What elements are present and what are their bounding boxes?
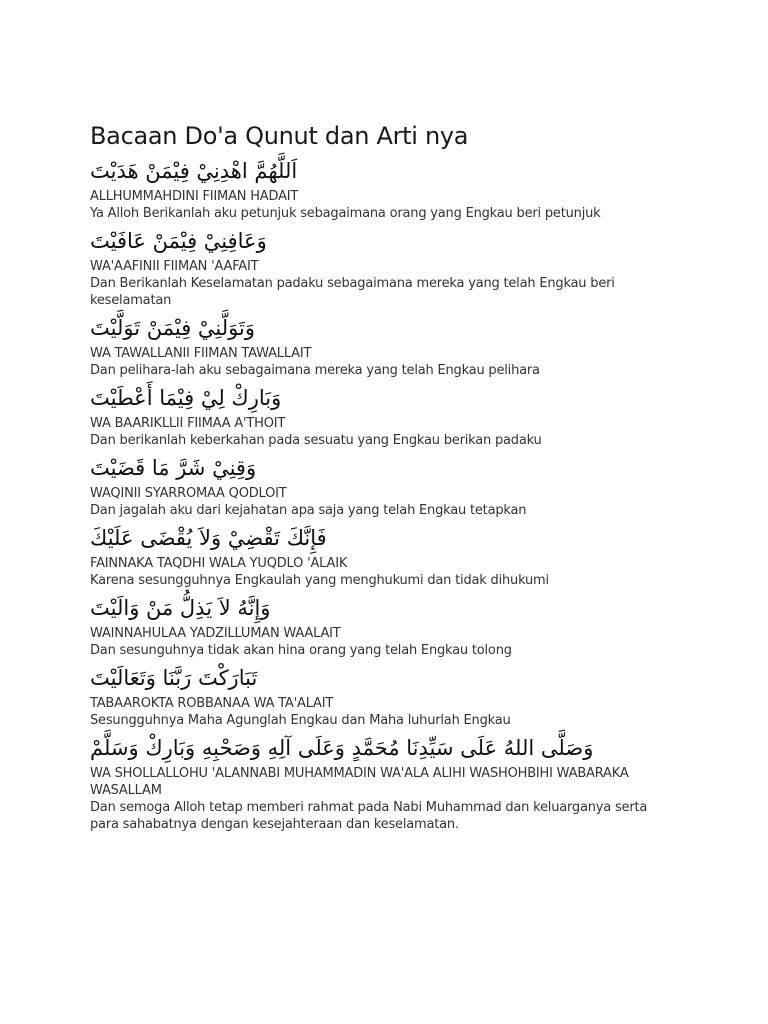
transliteration-text: ALLHUMMAHDINI FIIMAN HADAIT [90, 189, 299, 204]
arabic-text: وَتَوَلَّنِيْ فِيْمَنْ تَوَلَّيْتَ [90, 316, 255, 340]
verse-4 [90, 381, 650, 449]
document-title: Bacaan Do'a Qunut dan Arti nya [90, 122, 469, 150]
transliteration-text: WAQINII SYARROMAA QODLOIT [90, 486, 287, 501]
transliteration-text: WA SHOLLALLOHU 'ALANNABI MUHAMMADIN WA'ALA ALIHI WASHOHBIHI WABARAKA WASALLAM [90, 766, 629, 798]
transliteration-text: WA BAARIKLLII FIIMAA A'THOIT [90, 416, 286, 431]
verse-3 [90, 311, 650, 379]
verse-6 [90, 521, 650, 589]
document-page [90, 118, 650, 833]
transliteration-text: WAINNAHULAA YADZILLUMAN WAALAIT [90, 626, 341, 641]
meaning-text: Dan jagalah aku dari kejahatan apa saja yang telah Engkau tetapkan [90, 503, 527, 518]
arabic-text: وَقِنِيْ شَرَّ مَا قَضَيْتَ [90, 456, 257, 480]
meaning-text: Karena sesungguhnya Engkaulah yang menghukumi dan tidak dihukumi [90, 573, 549, 588]
transliteration-text: FAINNAKA TAQDHI WALA YUQDLO 'ALAIK [90, 556, 348, 571]
arabic-text: اَللَّهُمَّ اهْدِنِيْ فِيْمَنْ هَدَيْتَ [90, 159, 298, 183]
transliteration-text: WA'AAFINII FIIMAN 'AAFAIT [90, 259, 259, 274]
verse-7 [90, 591, 650, 659]
arabic-text: وَبَارِكْ لِيْ فِيْمَا أَعْطَيْتَ [90, 386, 282, 410]
meaning-text: Dan pelihara-lah aku sebagaimana mereka yang telah Engkau pelihara [90, 363, 540, 378]
meaning-text: Dan semoga Alloh tetap memberi rahmat pada Nabi Muhammad dan keluarganya serta para sahabatnya dengan kesejahteraan dan keselamatan. [90, 800, 648, 832]
meaning-text: Ya Alloh Berikanlah aku petunjuk sebagaimana orang yang Engkau beri petunjuk [90, 206, 601, 221]
transliteration-text: WA TAWALLANII FIIMAN TAWALLAIT [90, 346, 312, 361]
verse-list [90, 154, 650, 833]
arabic-text: وَإِنَّهُ لاَ يَذِلُّ مَنْ وَالَيْتَ [90, 596, 271, 620]
transliteration-text: TABAAROKTA ROBBANAA WA TA'ALAIT [90, 696, 334, 711]
verse-8 [90, 661, 650, 729]
arabic-text: وَصَلَّى اللهُ عَلَى سَيِّدِنَا مُحَمَّدٍ وَعَلَى آلِهِ وَصَحْبِهِ وَبَارِكْ وَسَلَّمْ [90, 736, 594, 760]
meaning-text: Sesungguhnya Maha Agunglah Engkau dan Maha luhurlah Engkau [90, 713, 511, 728]
verse-9 [90, 731, 650, 833]
arabic-text: تَبَارَكْتَ رَبَّنَا وَتَعَالَيْتَ [90, 666, 258, 690]
verse-2 [90, 224, 650, 309]
meaning-text: Dan Berikanlah Keselamatan padaku sebagaimana mereka yang telah Engkau beri keselamatan [90, 276, 615, 308]
verse-5 [90, 451, 650, 519]
verse-1 [90, 154, 650, 222]
meaning-text: Dan berikanlah keberkahan pada sesuatu yang Engkau berikan padaku [90, 433, 542, 448]
meaning-text: Dan sesunguhnya tidak akan hina orang yang telah Engkau tolong [90, 643, 512, 658]
arabic-text: وَعَافِنِيْ فِيْمَنْ عَافَيْتَ [90, 229, 267, 253]
arabic-text: فَإِنَّكَ تَقْضِيْ وَلاَ يُقْضَى عَلَيْكَ [90, 526, 327, 550]
